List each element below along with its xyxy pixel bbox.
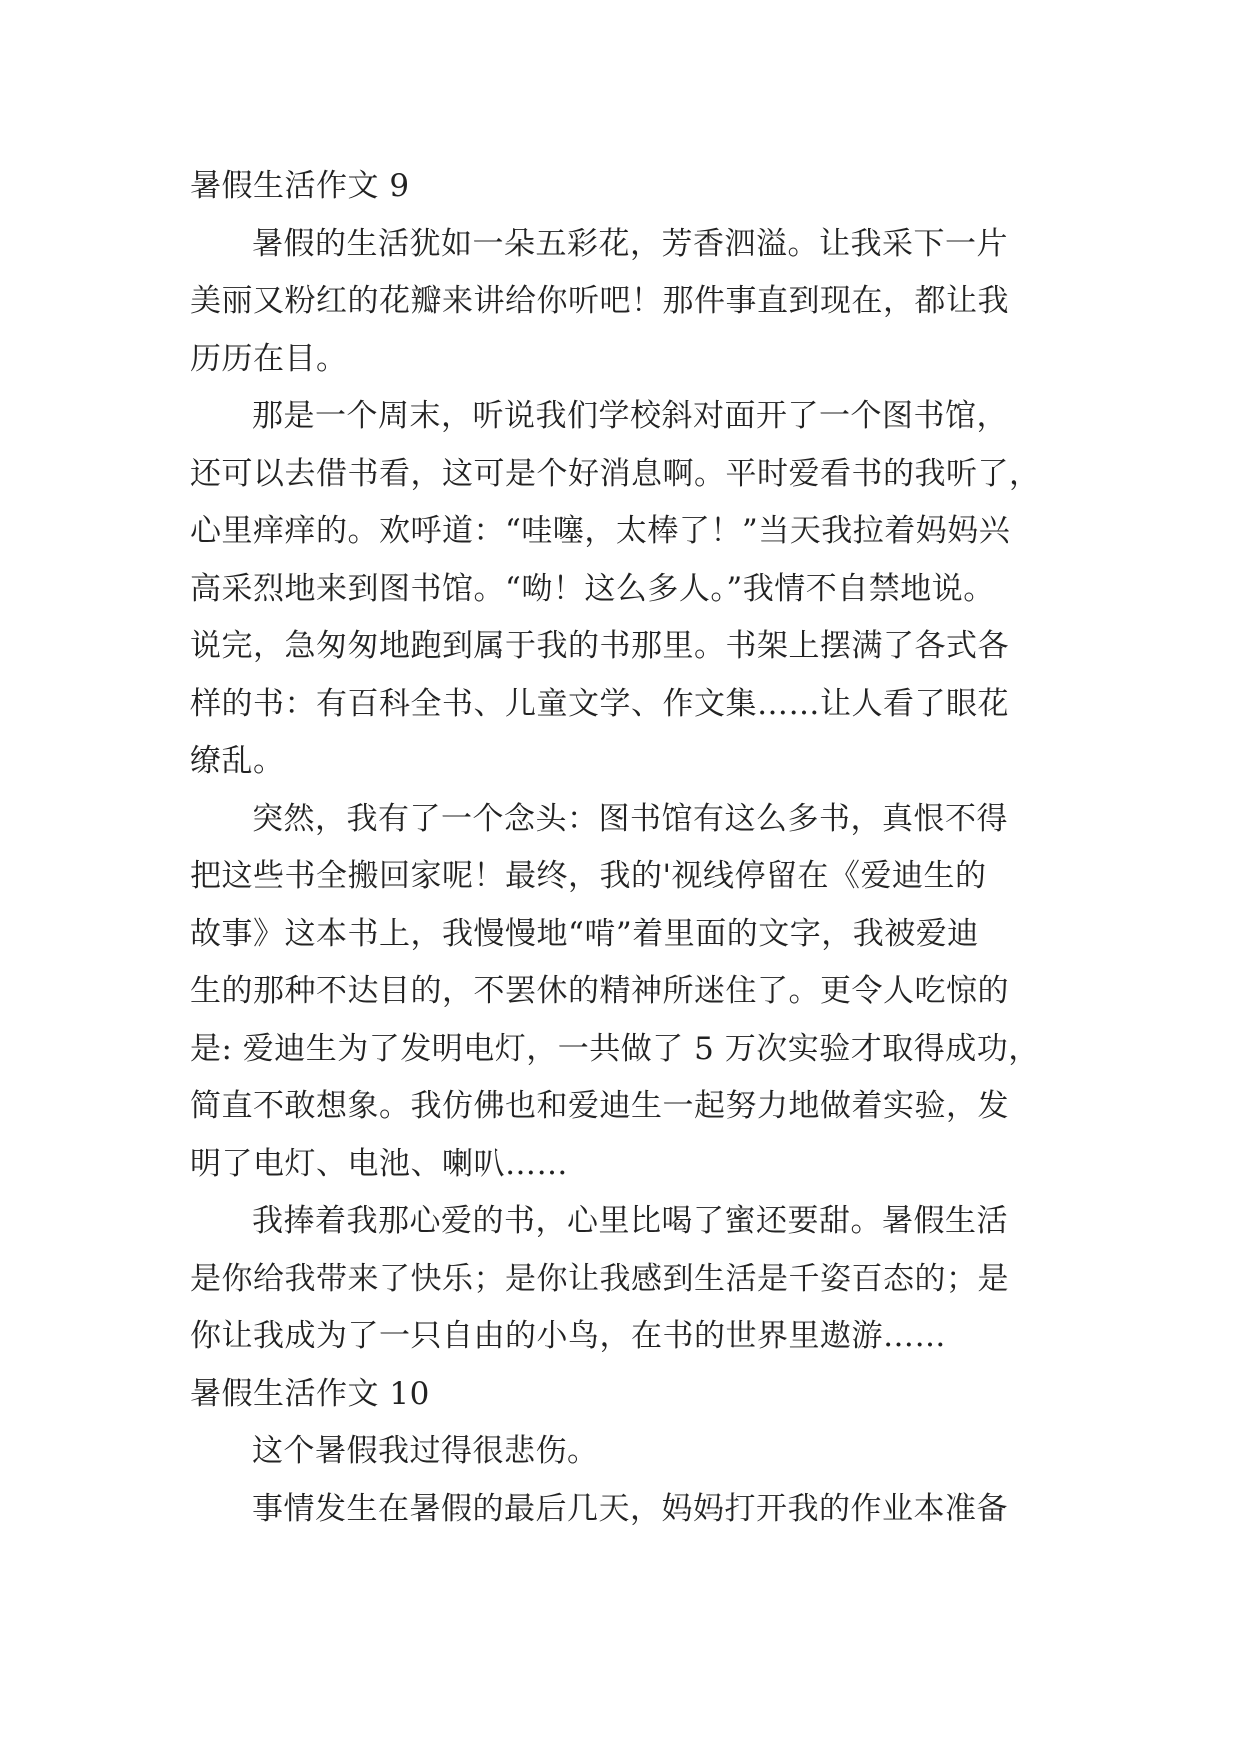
- text-line: 你让我成为了一只自由的小鸟，在书的世界里遨游……: [190, 1318, 946, 1354]
- text-line: 高采烈地来到图书馆。“呦！这么多人。”我情不自禁地说。: [190, 570, 995, 607]
- text-line: 样的书：有百科全书、儿童文学、作文集……让人看了眼花: [190, 685, 1009, 722]
- text-line: 美丽又粉红的花瓣来讲给你听吧！那件事直到现在，都让我: [190, 283, 1009, 319]
- text-line: 是: 爱迪生为了发明电灯，一共做了 5 万次实验才取得成功，: [190, 1030, 1040, 1067]
- paragraph: [190, 791, 1060, 1194]
- text-line: 简直不敢想象。我仿佛也和爱迪生一起努力地做着实验，发: [190, 1088, 1009, 1124]
- text-line: 历历在目。: [190, 340, 348, 377]
- text-line: 事情发生在暑假的最后几天，妈妈打开我的作业本准备: [252, 1490, 1008, 1527]
- section-title: 暑假生活作文 10: [190, 1375, 430, 1412]
- paragraph: [190, 1193, 1060, 1366]
- text-line: 那是一个周末，听说我们学校斜对面开了一个图书馆，: [252, 398, 1008, 434]
- paragraph: [190, 1481, 1060, 1539]
- text-line: 生的那种不达目的，不罢休的精神所迷住了。更令人吃惊的: [190, 973, 1009, 1009]
- text-line: 故事》这本书上，我慢慢地“啃”着里面的文字，我被爱迪: [190, 915, 979, 952]
- text-line: 我捧着我那心爱的书，心里比喝了蜜还要甜。暑假生活: [252, 1203, 1008, 1239]
- text-line: 心里痒痒的。欢呼道：“哇噻，太棒了！”当天我拉着妈妈兴: [190, 513, 1011, 549]
- paragraph: [190, 1423, 1060, 1481]
- paragraph: [190, 216, 1060, 389]
- text-line: 把这些书全搬回家呢！最终，我的'视线停留在《爱迪生的: [190, 858, 987, 894]
- text-line: 明了电灯、电池、喇叭……: [190, 1145, 568, 1182]
- text-line: 是你给我带来了快乐；是你让我感到生活是千姿百态的；是: [190, 1260, 1009, 1297]
- text-line: 突然，我有了一个念头：图书馆有这么多书，真恨不得: [252, 800, 1008, 837]
- text-line: 暑假的生活犹如一朵五彩花，芳香泗溢。让我采下一片: [252, 225, 1008, 262]
- text-line: 说完，急匆匆地跑到属于我的书那里。书架上摆满了各式各: [190, 628, 1009, 664]
- text-line: 这个暑假我过得很悲伤。: [252, 1433, 599, 1469]
- document-body: [190, 158, 1060, 1538]
- text-line: 缭乱。: [190, 743, 285, 779]
- text-line: 还可以去借书看，这可是个好消息啊。平时爱看书的我听了，: [190, 455, 1041, 492]
- paragraph: [190, 388, 1060, 791]
- section-title: 暑假生活作文 9: [190, 168, 410, 204]
